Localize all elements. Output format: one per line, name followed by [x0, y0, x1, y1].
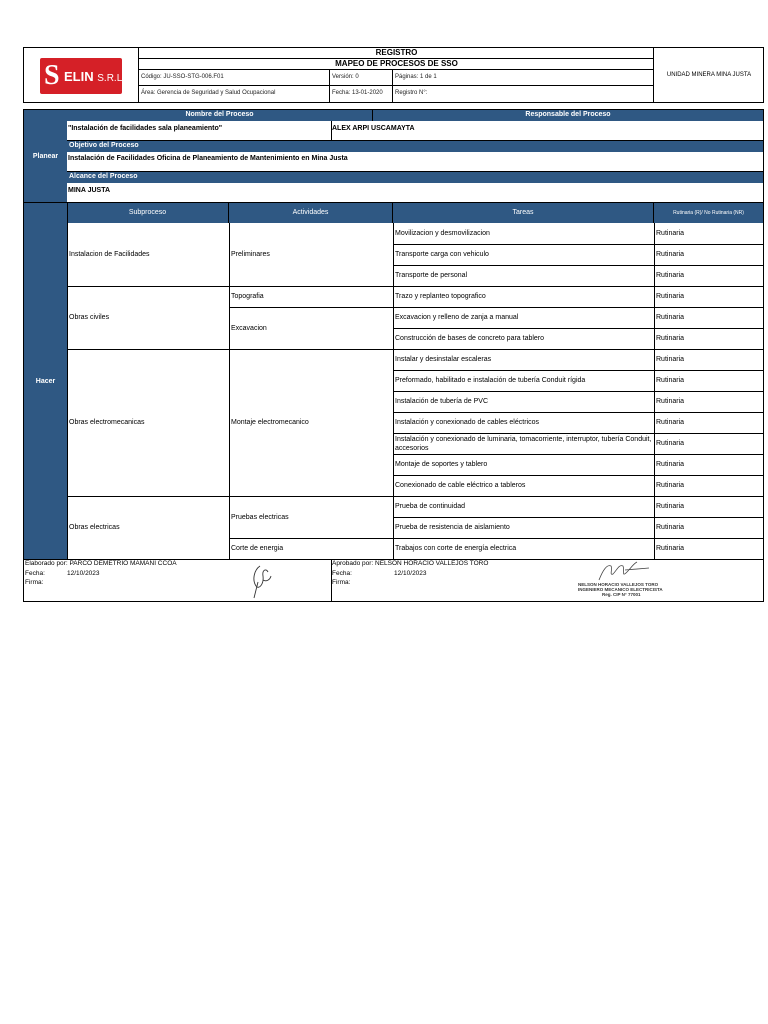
rutinaria-cell: Rutinaria	[656, 461, 685, 468]
signature-elaborado	[246, 562, 276, 600]
col-subproceso: Subproceso	[67, 203, 229, 223]
alcance-header: Alcance del Proceso	[67, 172, 763, 183]
tarea-cell: Transporte de personal	[395, 272, 468, 279]
signature-aprobado	[589, 560, 659, 584]
stamp-title: INGENIERO MECANICO ELECTRICISTA	[578, 587, 663, 592]
rutinaria-cell: Rutinaria	[656, 440, 685, 447]
rutinaria-cell: Rutinaria	[656, 524, 685, 531]
actividad-topografia: Topografia	[231, 293, 264, 300]
process-table	[23, 109, 764, 560]
fecha-aprobado: 12/10/2023	[394, 570, 427, 577]
document-title: MAPEO DE PROCESOS DE SSO	[139, 59, 654, 70]
col-actividades: Actividades	[229, 203, 393, 223]
tarea-cell: Movilizacion y desmovilizacion	[395, 230, 490, 237]
registro-field: Registro N°:	[392, 86, 654, 102]
logo-initial: S	[44, 60, 60, 91]
subproceso-obras-electromecanicas: Obras electromecanicas	[69, 419, 145, 426]
hacer-label: Hacer	[24, 203, 67, 559]
rutinaria-cell: Rutinaria	[656, 272, 685, 279]
tarea-cell: Construcción de bases de concreto para tablero	[395, 335, 545, 342]
tarea-cell: Instalación de tubería de PVC	[395, 398, 489, 405]
tarea-cell: Instalación y conexionado de cables eléctricos	[395, 419, 539, 426]
elaborado-por: Elaborado por: PARCO DEMETRIO MAMANI CCOA	[25, 560, 177, 567]
actividad-corte-energia: Corte de energia	[231, 545, 284, 552]
fecha-label-elab: Fecha:	[25, 570, 45, 577]
rutinaria-cell: Rutinaria	[656, 545, 685, 552]
tarea-cell: Montaje de soportes y tablero	[395, 461, 488, 468]
fecha-label-aprob: Fecha:	[332, 570, 352, 577]
responsable-proceso: ALEX ARPI USCAMAYTA	[332, 125, 415, 132]
rutinaria-cell: Rutinaria	[656, 419, 685, 426]
rutinaria-cell: Rutinaria	[656, 230, 685, 237]
rutinaria-cell: Rutinaria	[656, 398, 685, 405]
rutinaria-cell: Rutinaria	[656, 482, 685, 489]
col-tareas: Tareas	[393, 203, 654, 223]
subproceso-obras-civiles: Obras civiles	[69, 314, 110, 321]
document-type: REGISTRO	[139, 48, 654, 59]
fecha-elaborado: 12/10/2023	[67, 570, 100, 577]
tarea-cell: Conexionado de cable eléctrico a tableros	[395, 482, 526, 489]
rutinaria-cell: Rutinaria	[656, 377, 685, 384]
tarea-cell: Preformado, habilitado e instalación de tubería Conduit rígida	[395, 377, 586, 384]
aprobado-por: Aprobado por: NELSON HORACIO VALLEJOS TORO	[332, 560, 489, 567]
tarea-cell: Transporte carga con vehiculo	[395, 251, 489, 258]
stamp-name: NELSON HORACIO VALLEJOS TORO	[578, 582, 659, 587]
stamp-reg: Reg. CIP N° 77001	[602, 592, 641, 597]
objetivo-header: Objetivo del Proceso	[67, 141, 763, 152]
selin-logo	[40, 58, 126, 94]
subproceso-obras-electricas: Obras electricas	[69, 524, 120, 531]
tarea-cell: Instalar y desinstalar escaleras	[395, 356, 492, 363]
codigo-field: Código: JU-SSO-STG-006.F01	[141, 74, 224, 80]
document-header	[23, 47, 764, 103]
paginas-field: Páginas: 1 de 1	[392, 70, 654, 85]
col-rutinaria: Rutinaria (R)/ No Rutinaria (NR)	[654, 203, 763, 223]
actividad-montaje: Montaje electromecanico	[231, 419, 309, 426]
logo-cell	[24, 48, 139, 102]
actividad-excavacion: Excavacion	[231, 324, 267, 332]
objetivo-proceso: Instalación de Facilidades Oficina de Planeamiento de Mantenimiento en Mina Justa	[68, 155, 348, 162]
rutinaria-cell: Rutinaria	[656, 251, 685, 258]
logo-suffix: S.R.L.	[97, 73, 126, 84]
nombre-proceso-header: Nombre del Proceso	[67, 110, 373, 121]
firma-label-elab: Firma:	[25, 579, 44, 586]
version-field: Versión: 0	[329, 70, 392, 85]
rutinaria-cell: Rutinaria	[656, 335, 685, 342]
planear-label: Planear	[24, 110, 67, 203]
actividad-pruebas: Pruebas electricas	[231, 513, 289, 521]
rutinaria-cell: Rutinaria	[656, 314, 685, 321]
fecha-field: Fecha: 13-01-2020	[329, 86, 392, 102]
area-field: Área: Gerencia de Seguridad y Salud Ocupacional	[141, 90, 276, 96]
rutinaria-cell: Rutinaria	[656, 356, 685, 363]
actividad-preliminares: Preliminares	[231, 251, 270, 258]
alcance-proceso: MINA JUSTA	[68, 187, 110, 194]
signature-footer	[23, 560, 764, 602]
firma-label-aprob: Firma:	[332, 579, 351, 586]
subproceso-instalacion: Instalacion de Facilidades	[69, 251, 150, 258]
tarea-cell: Instalación y conexionado de luminaria, tomacorriente, interruptor, tubería Conduit, accesorios	[395, 435, 652, 452]
tarea-cell: Prueba de resistencia de aislamiento	[395, 524, 510, 531]
unidad-minera: UNIDAD MINERA MINA JUSTA	[666, 72, 752, 78]
responsable-header: Responsable del Proceso	[373, 110, 763, 121]
nombre-proceso: "Instalación de facilidades sala planeamiento"	[68, 125, 223, 132]
header-info	[139, 48, 654, 102]
logo-text: ELIN	[64, 69, 94, 84]
sso-process-map-document	[23, 47, 764, 597]
rutinaria-cell: Rutinaria	[656, 503, 685, 510]
tarea-cell: Trabajos con corte de energía electrica	[395, 545, 517, 552]
rutinaria-cell: Rutinaria	[656, 293, 685, 300]
tarea-cell: Excavacion y relleno de zanja a manual	[395, 314, 519, 321]
tarea-cell: Trazo y replanteo topografico	[395, 293, 486, 300]
tarea-cell: Prueba de continuidad	[395, 503, 466, 510]
